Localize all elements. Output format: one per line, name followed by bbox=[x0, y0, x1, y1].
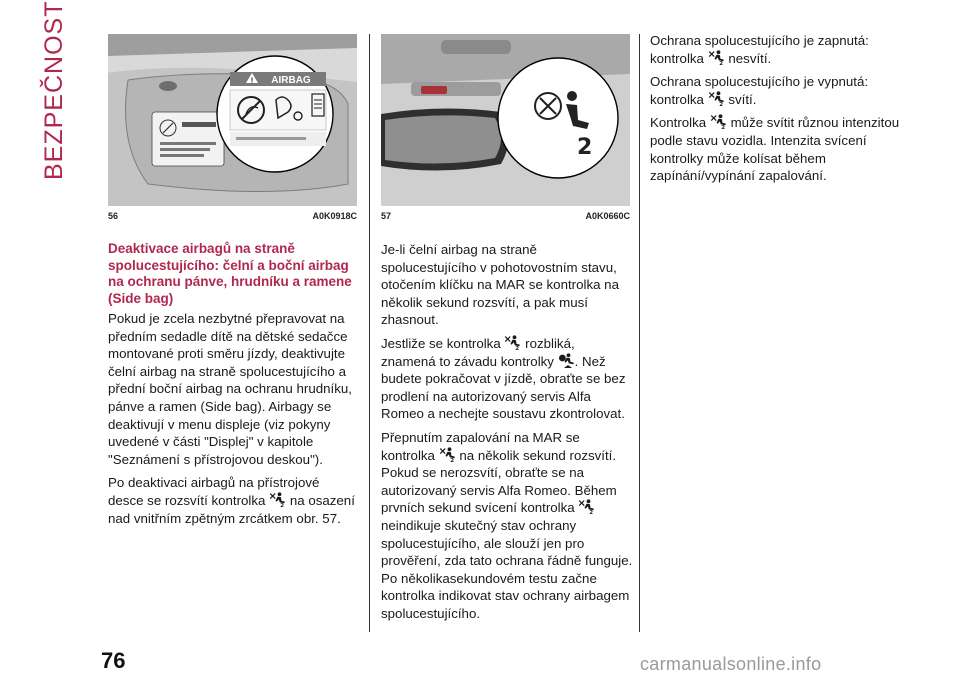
figure-57-image bbox=[381, 34, 630, 206]
paragraph-text: Kontrolka bbox=[650, 115, 707, 131]
paragraph-text: na několik sekund rozsvítí. Pokud se nerozsvítí, obraťte se na autorizovaný servis Alfa Romeo. Během prvních sekund svícení kontrolka bbox=[381, 447, 617, 516]
figure-56-code: A0K0918C bbox=[312, 211, 357, 221]
section-heading: Deaktivace airbagů na straně spolucestujícího: čelní a boční airbag na ochranu pánve, hrudníku a ramene (Side bag) bbox=[108, 241, 352, 306]
paragraph bbox=[108, 474, 358, 527]
paragraph-text: Po deaktivaci airbagů na přístrojové desce se rozsvítí kontrolka bbox=[108, 475, 320, 508]
paragraph: Je-li čelní airbag na straně spolucestujícího v pohotovostním stavu, otočením klíčku na MAR se kontrolka na několik sekund rozsvítí, a pak musí zhasnout. bbox=[381, 242, 619, 328]
passenger-airbag-off-icon bbox=[710, 114, 727, 129]
figure-56-number: 56 bbox=[108, 211, 119, 221]
paragraph-text: kontrolka bbox=[650, 91, 704, 107]
paragraph-text: Ochrana spolucestujícího je zapnutá: bbox=[650, 33, 869, 48]
section-title bbox=[36, 0, 76, 186]
paragraph-text: . Než budete pokračovat v jízdě, obraťte se bez prodlení na autorizovaný servis Alfa Romeo a nechejte soustavu zkontrolovat. bbox=[381, 353, 626, 422]
paragraph bbox=[650, 32, 900, 67]
svg-text:2: 2 bbox=[577, 135, 593, 160]
paragraph-text: na osazení nad vnitřním zpětným zrcátkem obr. 57. bbox=[108, 492, 355, 526]
paragraph-text: Jestliže se kontrolka bbox=[381, 335, 501, 351]
airbag-warning-icon bbox=[558, 353, 575, 368]
passenger-airbag-off-icon bbox=[504, 335, 521, 350]
figure-57-number: 57 bbox=[381, 211, 392, 221]
paragraph-text: Ochrana spolucestujícího je vypnutá: bbox=[650, 74, 869, 90]
passenger-airbag-off-icon bbox=[269, 492, 286, 507]
figure-56-airbag-label: AIRBAG bbox=[271, 75, 311, 86]
paragraph bbox=[381, 429, 633, 623]
figure-56-image bbox=[108, 34, 357, 206]
passenger-airbag-off-icon bbox=[708, 50, 725, 65]
column-divider bbox=[639, 34, 640, 632]
paragraph bbox=[650, 114, 900, 184]
column-1 bbox=[108, 241, 358, 533]
column-3 bbox=[650, 32, 900, 191]
column-2 bbox=[381, 241, 633, 628]
passenger-airbag-off-icon bbox=[439, 447, 456, 462]
paragraph-text: může svítit různou intenzitou podle stavu vozidla. Intenzita svícení kontrolky může kolísat během zapínání/vypínání zapalování. bbox=[650, 115, 900, 184]
column-divider bbox=[369, 34, 370, 632]
paragraph bbox=[650, 73, 900, 108]
paragraph-text: rozbliká, znamená to závadu kontrolky bbox=[381, 335, 575, 369]
watermark: carmanualsonline.info bbox=[640, 654, 822, 674]
passenger-airbag-off-icon bbox=[578, 499, 595, 514]
paragraph-text: kontrolka bbox=[650, 50, 704, 66]
paragraph: Pokud je zcela nezbytné přepravovat na předním sedadle dítě na dětské sedačce montované proti směru jízdy, deaktivujte čelní airbag na straně spolucestujícího a přední boční airbag na ochranu hrudníku, pánve a ramen (Side bag). Airbagy se deaktivují v menu displeje (viz pokyny uvedené v části "Displej" v kapitole "Seznámení s přístrojovou deskou"). bbox=[108, 311, 352, 467]
svg-text:!: ! bbox=[250, 77, 254, 85]
page-number: 76 bbox=[101, 648, 126, 673]
paragraph-text: nesvítí. bbox=[728, 50, 772, 66]
section-title-text: BEZPEČNOST bbox=[40, 0, 68, 180]
paragraph-text: neindikuje skutečný stav ochrany spolucestujícího, ale slouží jen pro prověření, zda tato ochrana řádně funguje. Po několikasekundovém testu začne kontrolka indikovat stav ochrany airbagem spolucestujícího. bbox=[381, 517, 633, 621]
paragraph bbox=[381, 335, 633, 423]
figure-57-caption bbox=[381, 211, 630, 225]
paragraph-text: Přepnutím zapalování na MAR se kontrolka bbox=[381, 429, 580, 463]
figure-57-code: A0K0660C bbox=[585, 211, 630, 221]
figure-56-caption bbox=[108, 211, 357, 225]
paragraph-text: svítí. bbox=[728, 91, 757, 107]
passenger-airbag-off-icon bbox=[708, 91, 725, 106]
